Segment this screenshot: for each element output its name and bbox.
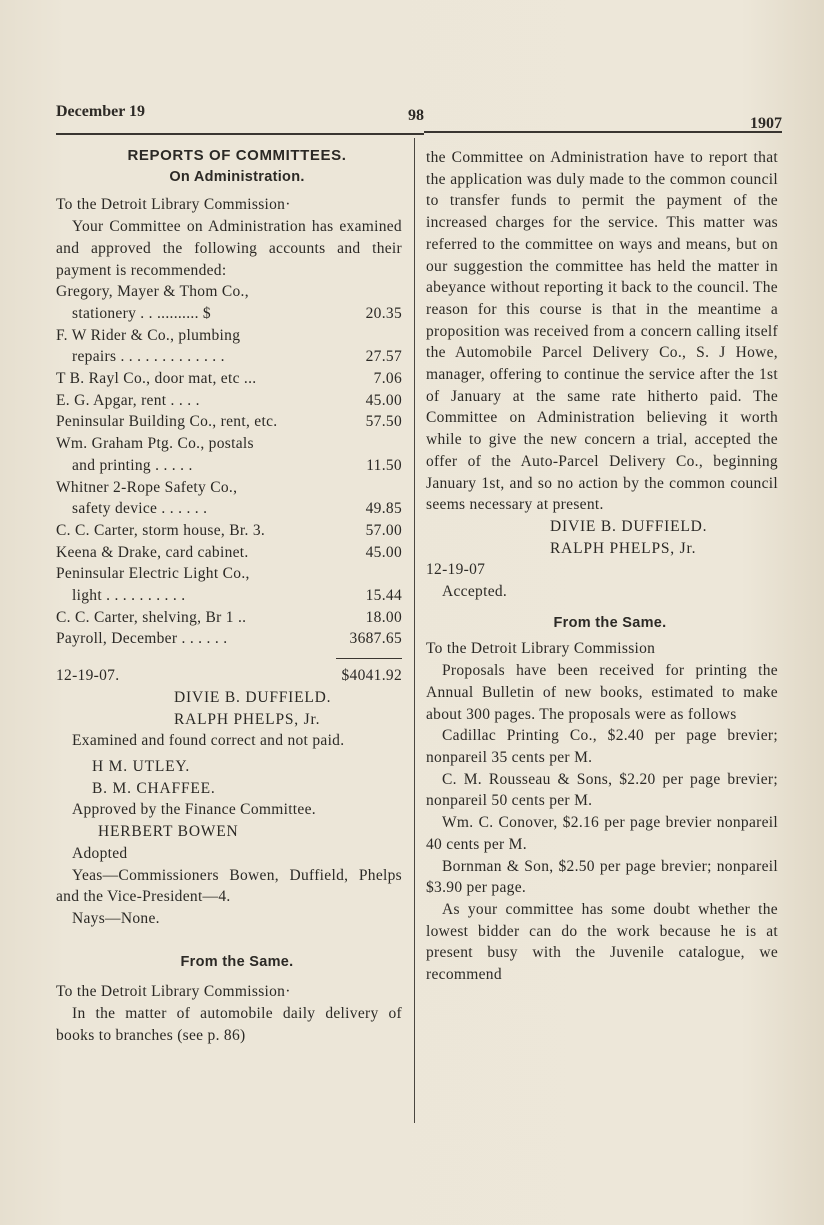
account-row (56, 303, 402, 325)
from-same-heading: From the Same. (180, 953, 294, 970)
matter-paragraph: In the matter of automobile daily delivery of books to branches (see p. 86) (56, 1005, 402, 1044)
account-name: Payroll, December . . . . . . (56, 630, 228, 648)
page-number: 98 (408, 107, 424, 124)
proposals-paragraph: Proposals have been received for printing the Annual Bulletin of new books, estimated to make about 300 pages. The proposals were as follows (426, 662, 778, 723)
header-rule-left (56, 133, 424, 135)
header-year: 1907 (750, 115, 782, 132)
account-name: E. G. Apgar, rent . . . . (56, 391, 200, 409)
account-row (56, 585, 402, 607)
total-amount: $4041.92 (341, 667, 402, 685)
bid-cadillac: Cadillac Printing Co., $2.40 per page brevier; nonpareil 35 cents per M. (426, 727, 778, 766)
adopted-note: Adopted (72, 844, 128, 862)
total-row (56, 665, 402, 687)
account-row (56, 368, 402, 390)
account-amount: 45.00 (365, 543, 402, 561)
account-name: Peninsular Building Co., rent, etc. (56, 413, 278, 431)
accepted-note: Accepted. (442, 583, 508, 601)
accounts-list (56, 281, 402, 650)
account-amount: 15.44 (365, 587, 402, 605)
account-detail: safety device . . . . . . (72, 500, 208, 518)
header-date: December 19 (56, 103, 145, 120)
account-amount: 20.35 (365, 304, 402, 322)
total-rule (336, 658, 402, 659)
account-detail: repairs . . . . . . . . . . . . . (72, 348, 225, 366)
column-divider (414, 138, 415, 1123)
account-detail: stationery . . .......... $ (72, 304, 211, 322)
nays-note: Nays—None. (72, 909, 160, 927)
account-row (56, 346, 402, 368)
signature-duffield-2: DIVIE B. DUFFIELD. (550, 517, 708, 535)
account-amount: 11.50 (366, 456, 402, 474)
account-row (56, 520, 402, 542)
account-name: F. W Rider & Co., plumbing (56, 326, 241, 344)
header-rule-right (424, 131, 782, 133)
account-amount: 45.00 (365, 391, 402, 409)
account-name: Peninsular Electric Light Co., (56, 565, 250, 583)
account-detail: light . . . . . . . . . . (72, 587, 186, 605)
account-name: C. C. Carter, shelving, Br 1 .. (56, 608, 247, 626)
delivery-paragraph: the Committee on Administration have to report that the application was duly made to the common council to transfer funds to permit the payment of the increased charges for the service. This matter was referred to the committee on ways and means, but on our suggestion the committee has held the matter in abeyance without reporting it back to the council. The reason for this course is that in the meantime a proposition was received from a concern calling itself the Automobile Parcel Delivery Co., S. J Howe, manager, offering to continue the service after the 1st of January at the same rate hitherto paid. The Committee on Administration believing it worth while to give the new concern a trial, accepted the offer of the Auto-Parcel Delivery Co., beginning January 1st, and so no action by the common council seems necessary at present. (426, 149, 778, 514)
salutation: To the Detroit Library Commission· (56, 196, 291, 214)
section-title: REPORTS OF COMMITTEES. (127, 147, 347, 164)
salutation-3: To the Detroit Library Commission (426, 640, 656, 658)
right-column (426, 147, 778, 986)
account-row (56, 390, 402, 412)
account-name: Wm. Graham Ptg. Co., postals (56, 435, 254, 453)
account-amount: 7.06 (373, 370, 402, 388)
bid-bornman: Bornman & Son, $2.50 per page brevier; nonpareil $3.90 per page. (426, 857, 778, 897)
doubt-paragraph: As your committee has some doubt whether the lowest bidder can do the work because he is at present busy with the Juvenile catalogue, we recommend (426, 900, 778, 984)
from-same-heading-2: From the Same. (553, 614, 667, 631)
bid-conover: Wm. C. Conover, $2.16 per page brevier nonpareil 40 cents per M. (426, 814, 778, 853)
approved-note: Approved by the Finance Committee. (72, 801, 316, 819)
account-amount: 27.57 (365, 348, 402, 366)
account-name: Whitner 2-Rope Safety Co., (56, 478, 238, 496)
account-row (56, 628, 402, 650)
salutation-2: To the Detroit Library Commission· (56, 983, 291, 1001)
signature-phelps: RALPH PHELPS, Jr. (174, 710, 321, 728)
account-name: C. C. Carter, storm house, Br. 3. (56, 521, 266, 539)
examined-note: Examined and found correct and not paid. (72, 732, 345, 750)
account-amount: 49.85 (365, 500, 402, 518)
section-subtitle: On Administration. (169, 168, 305, 185)
signature-chaffee: B. M. CHAFFEE. (92, 779, 216, 797)
account-row (56, 607, 402, 629)
report-date: 12-19-07. (56, 667, 120, 685)
account-amount: 18.00 (365, 608, 402, 626)
page-header (56, 103, 782, 133)
account-row (56, 498, 402, 520)
account-name: Gregory, Mayer & Thom Co., (56, 283, 249, 301)
intro-paragraph: Your Committee on Administration has examined and approved the following accounts and their payment is recommended: (56, 218, 402, 279)
signature-duffield: DIVIE B. DUFFIELD. (174, 688, 332, 706)
signature-utley: H M. UTLEY. (92, 757, 191, 775)
account-name: T B. Rayl Co., door mat, etc ... (56, 370, 257, 388)
account-name: Keena & Drake, card cabinet. (56, 543, 249, 561)
account-row (56, 542, 402, 564)
bid-rousseau: C. M. Rousseau & Sons, $2.20 per page brevier; nonpareil 50 cents per M. (426, 770, 778, 810)
yeas-note: Yeas—Commissioners Bowen, Duffield, Phelps and the Vice-President—4. (56, 866, 402, 906)
account-amount: 57.00 (365, 521, 402, 539)
account-amount: 57.50 (365, 413, 402, 431)
account-row (56, 455, 402, 477)
account-detail: and printing . . . . . (72, 456, 193, 474)
signature-phelps-2: RALPH PHELPS, Jr. (550, 539, 697, 557)
account-row (56, 411, 402, 433)
signature-bowen: HERBERT BOWEN (98, 823, 239, 841)
account-amount: 3687.65 (349, 630, 402, 648)
report-date-2: 12-19-07 (426, 561, 486, 579)
left-column (56, 145, 402, 1046)
